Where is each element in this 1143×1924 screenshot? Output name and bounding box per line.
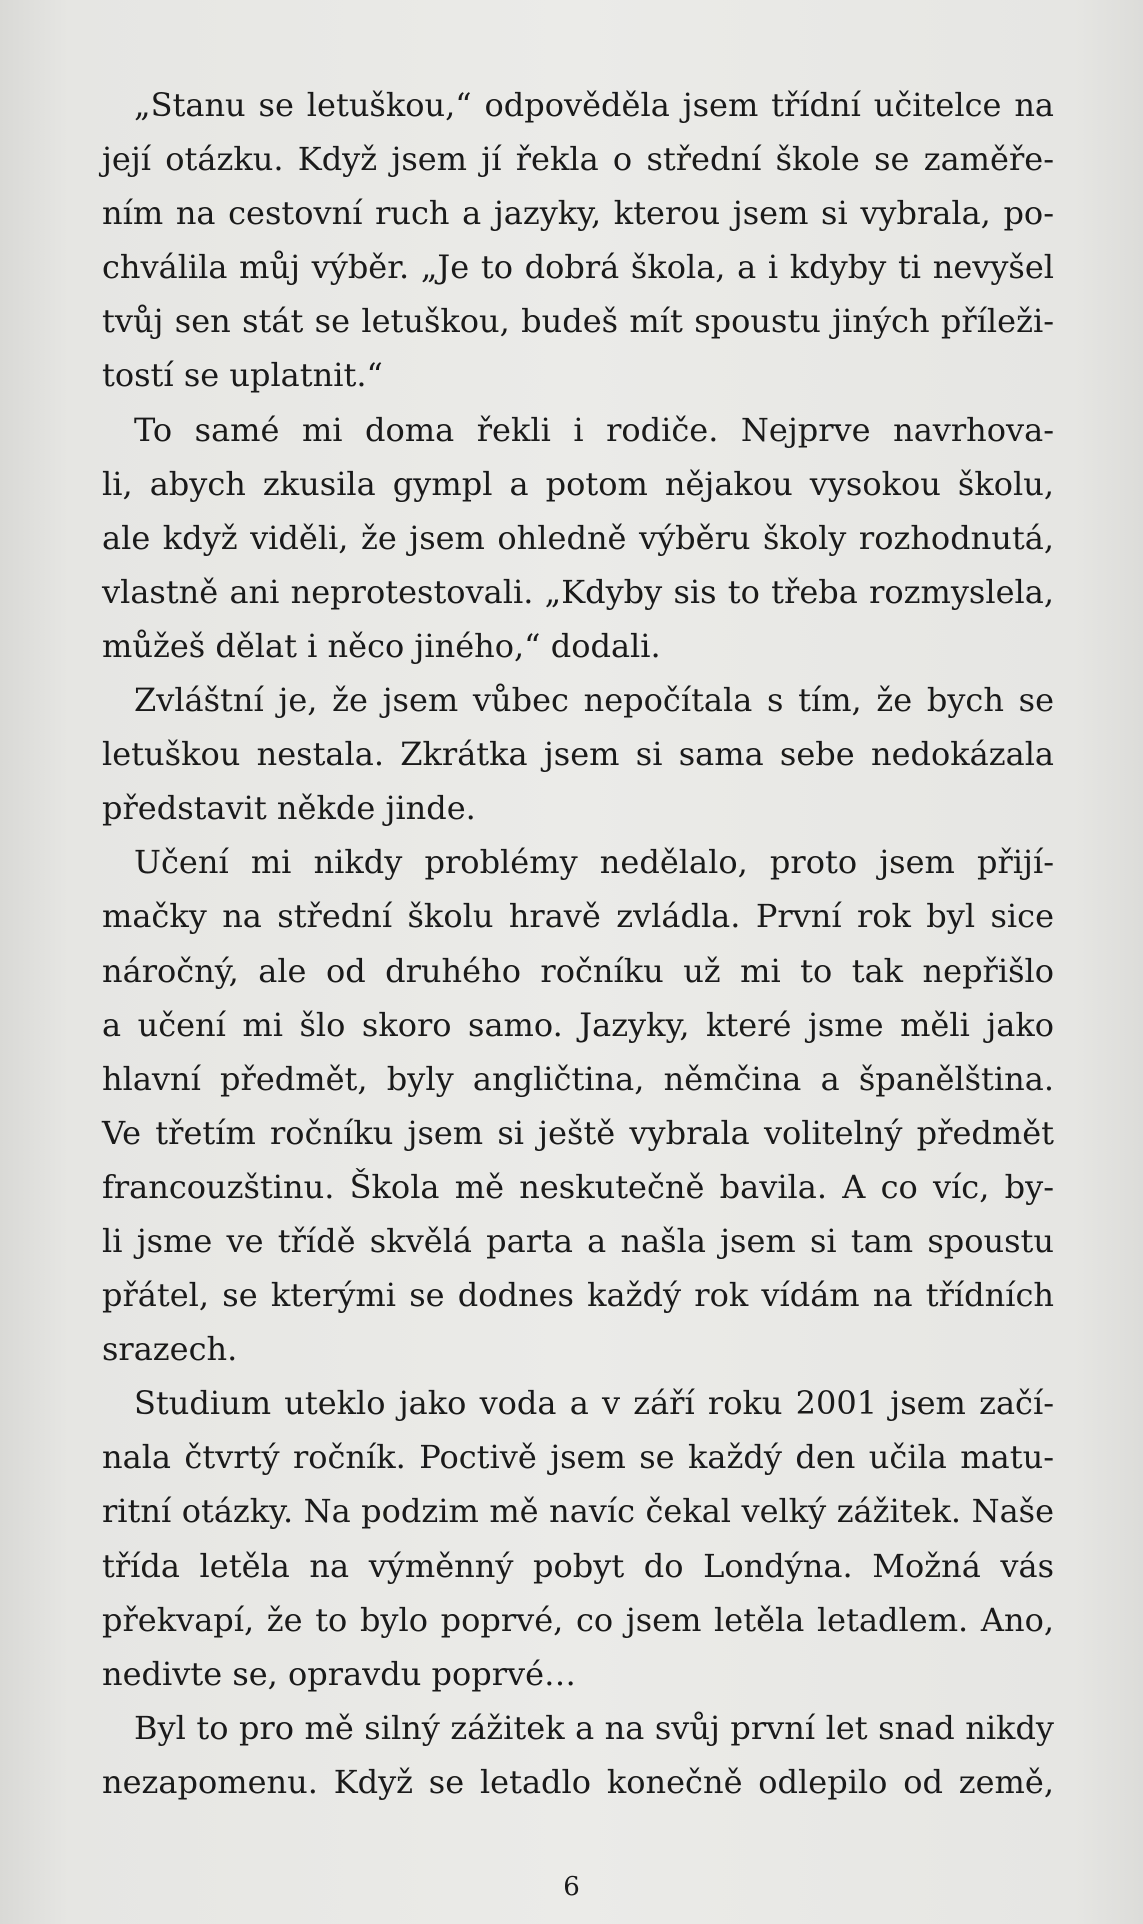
text-line: li, abych zkusila gympl a potom nějakou vysokou školu, [102, 464, 1054, 503]
text-line: Byl to pro mě silný zážitek a na svůj první let snad nikdy [134, 1708, 1054, 1747]
text-line: vlastně ani neprotestovali. „Kdyby sis to třeba rozmyslela, [102, 572, 1054, 611]
text-line: To samé mi doma řekli i rodiče. Nejprve navrhova- [134, 410, 1054, 449]
text-line: ritní otázky. Na podzim mě navíc čekal velký zážitek. Naše [102, 1492, 1054, 1531]
text-line: srazech. [102, 1330, 238, 1369]
text-line: Zvláštní je, že jsem vůbec nepočítala s tím, že bych se [134, 681, 1054, 720]
text-line: hlavní předmět, byly angličtina, němčina a španělština. [102, 1059, 1054, 1098]
text-line: třída letěla na výměnný pobyt do Londýna. Možná vás [102, 1546, 1054, 1585]
text-line: můžeš dělat i něco jiného,“ dodali. [102, 626, 661, 665]
page-number: 6 [563, 1872, 580, 1902]
text-line: překvapí, že to bylo poprvé, co jsem letěla letadlem. Ano, [102, 1600, 1054, 1639]
text-line: mačky na střední školu hravě zvládla. První rok byl sice [102, 897, 1054, 936]
text-line: tvůj sen stát se letuškou, budeš mít spoustu jiných příleži- [102, 302, 1054, 341]
text-line: chválila můj výběr. „Je to dobrá škola, a i kdyby ti nevyšel [102, 248, 1054, 287]
text-line: li jsme ve třídě skvělá parta a našla jsem si tam spoustu [102, 1221, 1054, 1260]
text-line: nala čtvrtý ročník. Poctivě jsem se každý den učila matu- [102, 1438, 1054, 1477]
text-line: Ve třetím ročníku jsem si ještě vybrala volitelný předmět [102, 1113, 1054, 1152]
text-line: tostí se uplatnit.“ [102, 356, 383, 395]
text-line: její otázku. Když jsem jí řekla o střední škole se zaměře- [102, 140, 1054, 179]
text-line: letuškou nestala. Zkrátka jsem si sama sebe nedokázala [102, 735, 1054, 774]
text-line: ním na cestovní ruch a jazyky, kterou jsem si vybrala, po- [102, 194, 1054, 233]
text-line: Učení mi nikdy problémy nedělalo, proto jsem přijí- [134, 843, 1054, 882]
text-line: nedivte se, opravdu poprvé… [102, 1654, 577, 1693]
text-line: náročný, ale od druhého ročníku už mi to tak nepřišlo [102, 951, 1054, 990]
text-line: představit někde jinde. [102, 789, 476, 828]
text-line: Studium uteklo jako voda a v září roku 2001 jsem začí- [134, 1384, 1054, 1423]
text-line: přátel, se kterými se dodnes každý rok vídám na třídních [102, 1276, 1054, 1315]
text-line: ale když viděli, že jsem ohledně výběru školy rozhodnutá, [102, 518, 1054, 557]
text-line: nezapomenu. Když se letadlo konečně odlepilo od země, [102, 1762, 1054, 1801]
text-line: a učení mi šlo skoro samo. Jazyky, které jsme měli jako [102, 1005, 1054, 1044]
text-line: „Stanu se letuškou,“ odpověděla jsem třídní učitelce na [134, 86, 1054, 124]
text-line: francouzštinu. Škola mě neskutečně bavila. A co víc, by- [102, 1167, 1054, 1206]
body-text [102, 78, 1054, 1809]
